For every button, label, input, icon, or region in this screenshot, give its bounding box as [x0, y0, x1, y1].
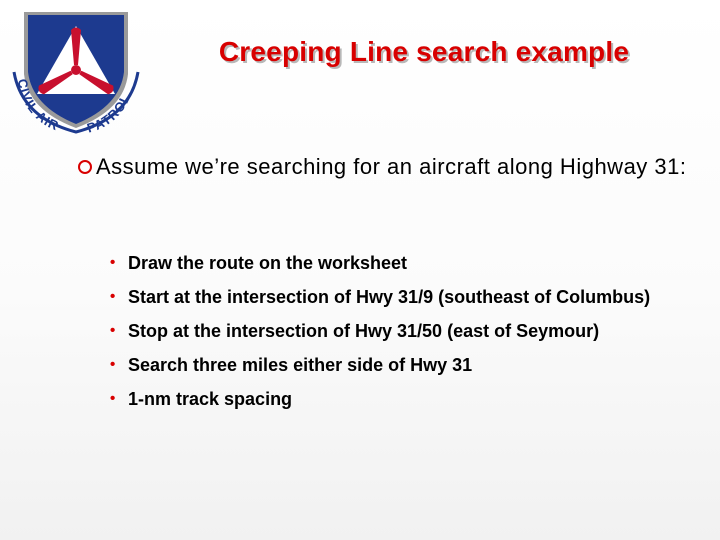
bullet-list [110, 252, 690, 422]
list-item-text: Draw the route on the worksheet [128, 253, 408, 273]
list-item-text: Search three miles either side of Hwy 31 [128, 355, 473, 375]
list-item-text: 1-nm track spacing [128, 389, 293, 409]
list-item [110, 286, 690, 308]
bullet-icon: • [110, 322, 116, 339]
list-item [110, 252, 690, 274]
main-point [74, 153, 694, 181]
logo-text-right: PATROL [85, 91, 134, 136]
bullet-icon: • [110, 254, 116, 271]
logo-text-left: CIVIL AIR [14, 77, 62, 134]
main-bullet-icon [74, 158, 96, 174]
bullet-icon: • [110, 356, 116, 373]
bullet-icon: • [110, 390, 116, 407]
list-item [110, 388, 690, 410]
slide-title: Creeping Line search example [218, 36, 630, 67]
civil-air-patrol-emblem-icon [8, 8, 144, 138]
list-item [110, 320, 690, 342]
list-item-text: Stop at the intersection of Hwy 31/50 (east of Seymour) [128, 321, 600, 341]
list-item [110, 354, 690, 376]
list-item-text: Start at the intersection of Hwy 31/9 (southeast of Columbus) [128, 287, 651, 307]
main-point-text: Assume we’re searching for an aircraft along Highway 31: [96, 154, 687, 179]
bullet-icon: • [110, 288, 116, 305]
